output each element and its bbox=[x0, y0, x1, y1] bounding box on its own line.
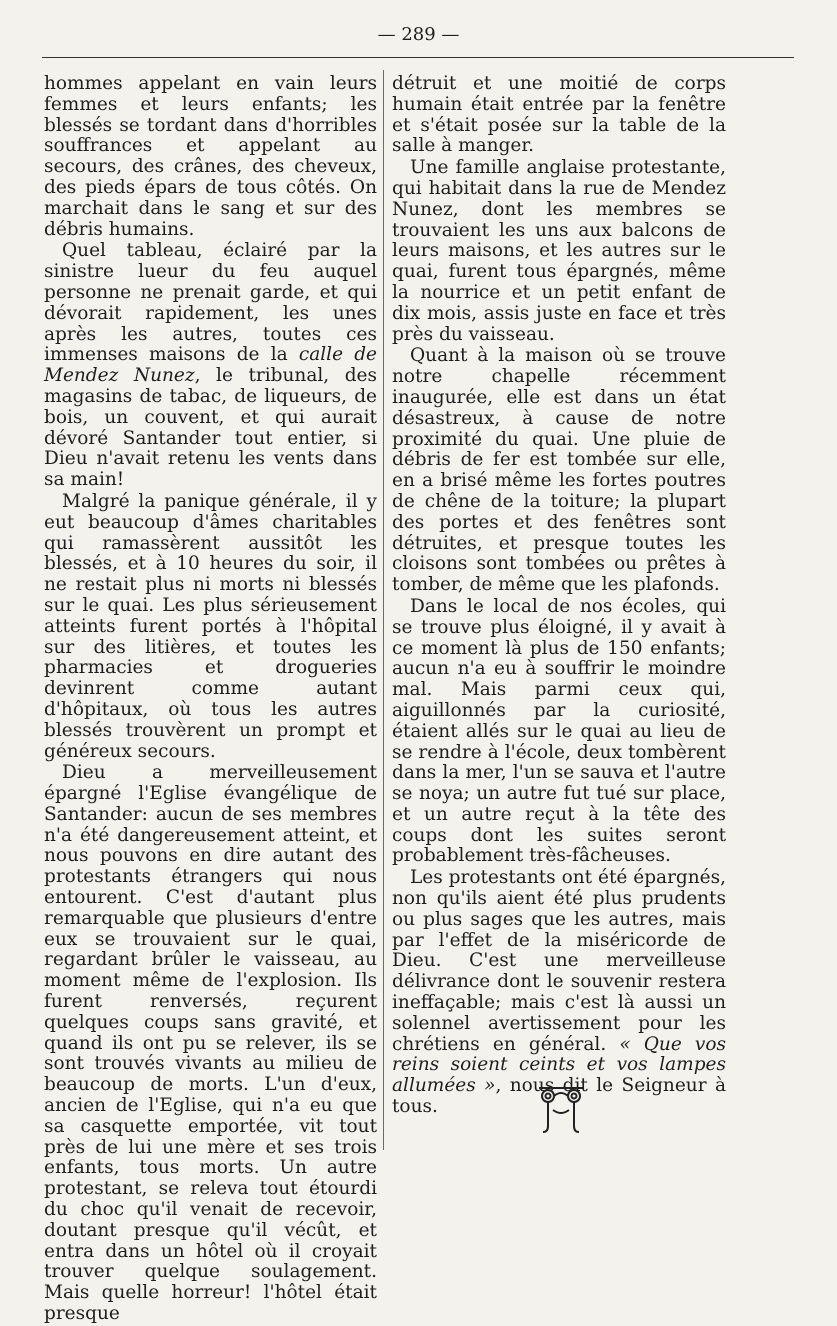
paragraph-text: Les protestants ont été épargnés, non qu'ils aient été plus prudents ou plus sages que les autres, mais par l'effet de la miséricorde de Dieu. C'est une merveilleuse délivrance dont le souvenir restera ineffaçable; mais c'est là aussi un solennel avertissement pour les chrétiens en général. bbox=[392, 867, 726, 1055]
left-column bbox=[44, 74, 377, 1326]
paragraph: détruit et une moitié de corps humain était entrée par la fenêtre et s'était posée sur la table de la salle à manger. bbox=[392, 73, 726, 157]
paragraph: Dieu a merveilleusement épargné l'Eglise évangélique de Santander: aucun de ses membres n'a été dangereusement atteint, et nous pouvons en dire autant des protestants étrangers qui nous entourent. C'est d'autant plus remarquable que plusieurs d'entre eux se trouvaient sur le quai, regardant brûler le vaisseau, au moment même de l'explosion. Ils furent renversés, reçurent quelques coups sans gravité, et quand ils ont pu se relever, ils se sont trouvés vivants au milieu de beaucoup de morts. L'un d'eux, ancien de l'Eglise, qui n'a eu que sa casquette emportée, vit tout près de lui une mère et ses trois enfants, tous morts. Un autre protestant, se releva tout étourdi du choc qu'il venait de recevoir, doutant presque qu'il vécût, et entra dans un hôtel où il croyait trouver quelque soulagement. Mais quelle horreur! l'hôtel était presque bbox=[44, 762, 377, 1325]
paragraph: Une famille anglaise protestante, qui habitait dans la rue de Mendez Nunez, dont les membres se trouvaient les uns aux balcons de leurs maisons, et les autres sur le quai, furent tous épargnés, même la nourrice et un petit enfant de dix mois, assis juste en face et très près du vaisseau. bbox=[392, 157, 726, 345]
paragraph: Malgré la panique générale, il y eut beaucoup d'âmes charitables qui ramassèrent aussitôt les blessés, et à 10 heures du soir, il ne restait plus ni morts ni blessés sur le quai. Les plus sérieusement atteints furent portés à l'hôpital sur des litières, et toutes les pharmacies et drogueries devinrent comme autant d'hôpitaux, où tous les autres blessés trouvèrent un prompt et généreux secours. bbox=[44, 490, 377, 762]
fleuron-ornament-icon bbox=[535, 1082, 587, 1136]
paragraph: hommes appelant en vain leurs femmes et leurs enfants; les blessés se tordant dans d'horribles souffrances et appelant au secours, des crânes, des cheveux, des pieds épars de tous côtés. On marchait dans le sang et sur des débris humains. bbox=[44, 73, 377, 240]
paragraph: Quant à la maison où se trouve notre chapelle récemment inaugurée, elle est dans un état désastreux, à cause de notre proximité du quai. Une pluie de débris de fer est tombée sur elle, en a brisé même les fortes poutres de chêne de la toiture; la plupart des portes et des fenêtres sont détruites, et presque toutes les cloisons sont tombées ou prêtes à tomber, de même que les plafonds. bbox=[392, 345, 726, 596]
paragraph: Dans le local de nos écoles, qui se trouve plus éloigné, il y avait à ce moment là plus de 150 enfants; aucun n'a eu à souffrir le moindre mal. Mais parmi ceux qui, aiguillonnés par la curiosité, étaient allés sur le quai au lieu de se rendre à l'école, deux tombèrent dans la mer, l'un se sauva et l'autre se noya; un autre fut tué sur place, et un autre reçut à la tête des coups dont les suites seront probablement très-fâcheuses. bbox=[392, 595, 726, 867]
right-column bbox=[392, 74, 726, 1119]
column-divider bbox=[383, 70, 384, 1150]
paragraph bbox=[44, 241, 377, 491]
header-rule bbox=[42, 57, 794, 58]
italic-quotation: « Que vos reins soient ceints et vos lampes allumées » bbox=[392, 1033, 726, 1097]
paragraph-text: , le tribunal, des magasins de tabac, de liqueurs, de bois, un couvent, et qui aurait dévoré Santander tout entier, si Dieu n'avait retenu les vents dans sa main! bbox=[44, 365, 377, 491]
paragraph-text: Quel tableau, éclairé par la sinistre lueur du feu auquel personne ne prenait garde, et qui dévorait rapidement, les unes après les autres, toutes ces immenses maisons de la bbox=[44, 240, 377, 366]
italic-street-name: calle de Mendez Nunez bbox=[44, 344, 377, 387]
paragraph bbox=[392, 868, 726, 1118]
paragraph-text: , nous dit le Seigneur à tous. bbox=[392, 1075, 726, 1118]
page-number: — 289 — bbox=[377, 24, 460, 45]
